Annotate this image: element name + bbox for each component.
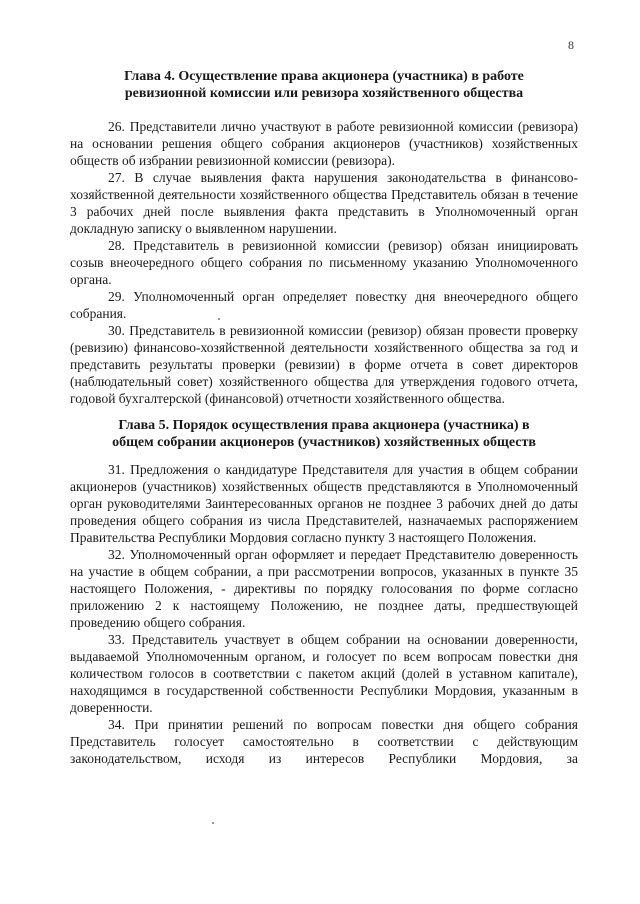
- scan-speck: [218, 318, 220, 320]
- paragraph-32: 32. Уполномоченный орган оформляет и передает Представителю доверенность на участие в общем собрании, а при рассмотрении вопросов, указанных в пункте 35 настоящего Положения, - директивы по порядку голосования по форме согласно приложению 2 к настоящему Положению, не позднее даты, предшествующей проведению общего собрания.: [70, 547, 578, 630]
- paragraph-26: 26. Представители лично участвуют в работе ревизионной комиссии (ревизора) на основании решения общего собрания акционеров (участников) хозяйственных обществ об избрании ревизионной комиссии (ревизора).: [70, 119, 578, 168]
- page-number: 8: [568, 38, 574, 52]
- paragraph-33: 33. Представитель участвует в общем собрании на основании доверенности, выдаваемой Уполномоченным органом, и голосует по всем вопросам повестки дня количеством голосов в соответствии с пакетом акций (долей в уставном капитале), находящимся в государственной собственности Республики Мордовия, указанным в доверенности.: [70, 632, 578, 715]
- chapter-5-heading: [70, 417, 578, 451]
- chapter-4-heading-line-1: Глава 4. Осуществление права акционера (участника) в работе: [124, 69, 524, 84]
- paragraph-29: 29. Уполномоченный орган определяет повестку дня внеочередного общего собрания.: [70, 289, 578, 321]
- chapter-4-heading-line-2: ревизионной комиссии или ревизора хозяйственного общества: [124, 86, 524, 101]
- paragraph-34: 34. При принятии решений по вопросам повестки дня общего собрания Представитель голосует самостоятельно в соответствии с действующим законодательством, исходя из интересов Республики Мордовия, за: [70, 717, 578, 766]
- page-content: [70, 60, 578, 767]
- chapter-5-heading-line-2: общем собрании акционеров (участников) хозяйственных обществ: [112, 435, 536, 450]
- paragraph-28: 28. Представитель в ревизионной комиссии (ревизор) обязан инициировать созыв внеочередного общего собрания по письменному указанию Уполномоченного органа.: [70, 238, 578, 287]
- paragraph-27: 27. В случае выявления факта нарушения законодательства в финансово-хозяйственной деятельности хозяйственного общества Представитель обязан в течение 3 рабочих дней после выявления факта представить в Уполномоченный орган докладную записку о выявленном нарушении.: [70, 170, 578, 236]
- chapter-4-heading: [70, 68, 578, 102]
- paragraph-30: 30. Представитель в ревизионной комиссии (ревизор) обязан провести проверку (ревизию) финансово-хозяйственной деятельности хозяйственного общества за год и представить результаты проверки (ревизии) в форме отчета в совет директоров (наблюдательный совет) хозяйственного общества для утверждения годового отчета, годовой бухгалтерской (финансовой) отчетности хозяйственного общества.: [70, 323, 578, 406]
- chapter-5-heading-line-1: Глава 5. Порядок осуществления права акционера (участника) в: [118, 418, 530, 433]
- scan-speck: [212, 822, 214, 824]
- paragraph-31: 31. Предложения о кандидатуре Представителя для участия в общем собрании акционеров (участников) хозяйственных обществ представляются в Уполномоченный орган руководителями Заинтересованных органов не позднее 3 рабочих дней до даты проведения общего собрания из числа Представителей, назначаемых распоряжением Правительства Республики Мордовия согласно пункту 3 настоящего Положения.: [70, 462, 578, 545]
